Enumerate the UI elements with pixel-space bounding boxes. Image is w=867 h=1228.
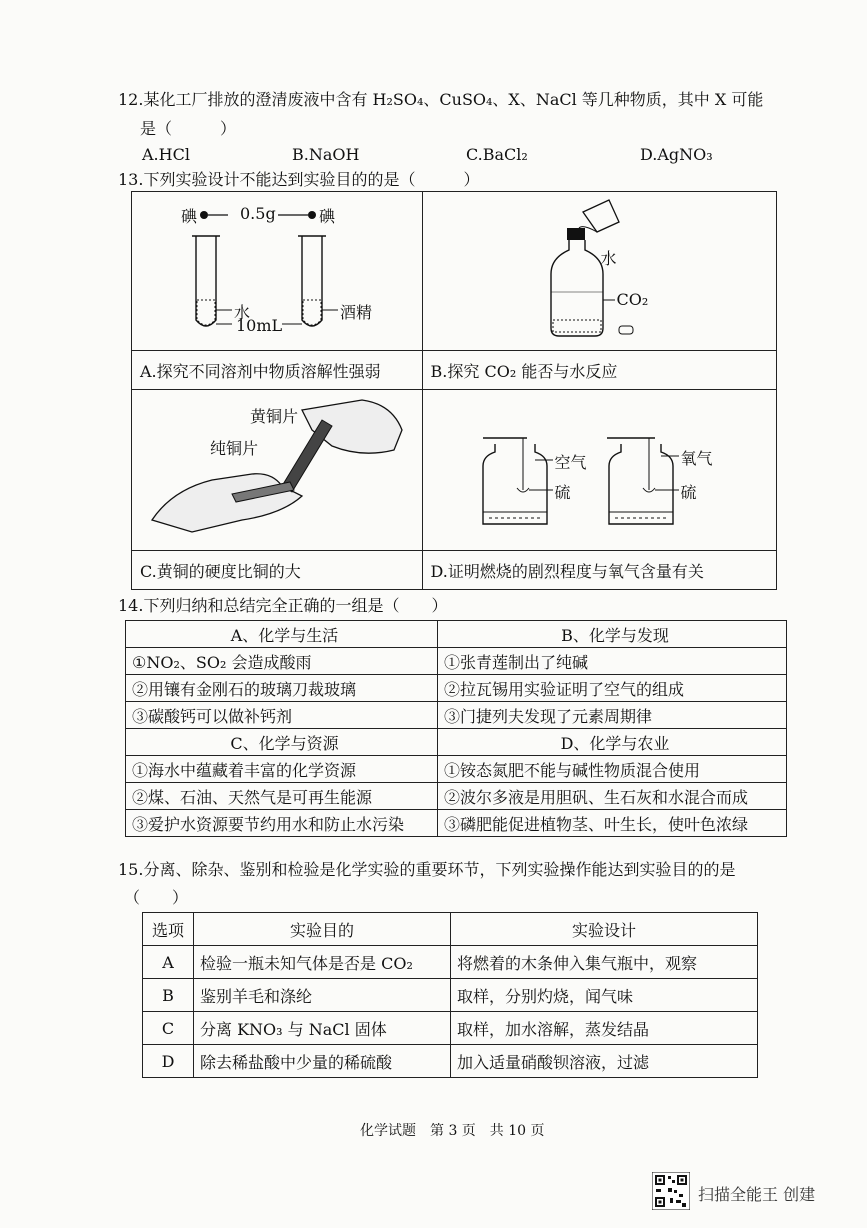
q12-stem-line1: 12.某化工厂排放的澄清废液中含有 H₂SO₄、CuSO₄、X、NaCl 等几种物质，其中 X 可能 — [118, 90, 764, 109]
scanner-watermark: 扫描全能王 创建 — [698, 1185, 816, 1204]
q15-row-c-design: 取样，加水溶解，蒸发结晶 — [451, 1012, 758, 1045]
figure-b — [422, 192, 776, 351]
q13-stem: 13.下列实验设计不能达到实验目的的是（ ） — [118, 170, 480, 189]
group-a-item-1: ①NO₂、SO₂ 会造成酸雨 — [126, 648, 438, 675]
fig-b-co2: CO₂ — [616, 290, 649, 309]
group-b-item-1: ①张青莲制出了纯碱 — [438, 648, 787, 675]
q13-figure-table — [131, 191, 777, 590]
fig-c-copper: 纯铜片 — [210, 439, 259, 458]
fig-a-iodine-left: 碘 — [181, 207, 198, 226]
q15-row-a-design: 将燃着的木条伸入集气瓶中，观察 — [451, 946, 758, 979]
group-c-item-1: ①海水中蕴藏着丰富的化学资源 — [126, 756, 438, 783]
fig-d-sulfur-2: 硫 — [680, 483, 697, 502]
q14-table — [125, 620, 787, 837]
group-b-item-3: ③门捷列夫发现了元素周期律 — [438, 702, 787, 729]
fig-a-iodine-right: 碘 — [319, 207, 336, 226]
q12-option-b: B.NaOH — [292, 145, 360, 164]
q12-stem-line2: 是（ ） — [140, 119, 237, 138]
fig-d-air: 空气 — [554, 453, 587, 472]
group-a-title: A、化学与生活 — [126, 621, 438, 648]
q14-stem: 14.下列归纳和总结完全正确的一组是（ ） — [118, 596, 448, 615]
group-c-item-3: ③爱护水资源要节约用水和防止水污染 — [126, 810, 438, 837]
caption-c: C.黄铜的硬度比铜的大 — [132, 551, 423, 590]
caption-b: B.探究 CO₂ 能否与水反应 — [422, 351, 776, 390]
fig-c-brass: 黄铜片 — [250, 407, 299, 426]
fig-b-water: 水 — [600, 249, 617, 268]
group-a-item-3: ③碳酸钙可以做补钙剂 — [126, 702, 438, 729]
q15-row-a-purpose: 检验一瓶未知气体是否是 CO₂ — [194, 946, 451, 979]
fig-a-water: 水 — [234, 303, 251, 322]
caption-d: D.证明燃烧的剧烈程度与氧气含量有关 — [422, 551, 776, 590]
q15-row-a-option: A — [143, 946, 194, 979]
caption-a: A.探究不同溶剂中物质溶解性强弱 — [132, 351, 423, 390]
q15-row-c-purpose: 分离 KNO₃ 与 NaCl 固体 — [194, 1012, 451, 1045]
group-b-title: B、化学与发现 — [438, 621, 787, 648]
q12-option-c: C.BaCl₂ — [466, 145, 528, 164]
q15-header-design: 实验设计 — [451, 913, 758, 946]
q15-row-d-option: D — [143, 1045, 194, 1078]
group-d-title: D、化学与农业 — [438, 729, 787, 756]
q15-row-b-design: 取样，分别灼烧，闻气味 — [451, 979, 758, 1012]
q15-table — [142, 912, 758, 1078]
fig-a-volume: 10mL — [236, 316, 283, 335]
q12-option-a: A.HCl — [142, 145, 190, 164]
fig-d-sulfur-1: 硫 — [554, 483, 571, 502]
q15-row-d-purpose: 除去稀盐酸中少量的稀硫酸 — [194, 1045, 451, 1078]
figure-a — [132, 192, 423, 351]
group-d-item-1: ①铵态氮肥不能与碱性物质混合使用 — [438, 756, 787, 783]
group-d-item-3: ③磷肥能促进植物茎、叶生长，使叶色浓绿 — [438, 810, 787, 837]
qr-code-icon — [652, 1172, 690, 1210]
q15-header-option: 选项 — [143, 913, 194, 946]
page-footer: 化学试题 第 3 页 共 10 页 — [360, 1123, 545, 1139]
fig-d-oxygen: 氧气 — [680, 449, 713, 468]
figure-c — [132, 390, 423, 551]
fig-a-alcohol: 酒精 — [340, 303, 373, 322]
figure-d — [422, 390, 776, 551]
group-a-item-2: ②用镶有金刚石的玻璃刀裁玻璃 — [126, 675, 438, 702]
q12-option-d: D.AgNO₃ — [640, 145, 713, 164]
q15-row-d-design: 加入适量硝酸钡溶液，过滤 — [451, 1045, 758, 1078]
q15-row-b-purpose: 鉴别羊毛和涤纶 — [194, 979, 451, 1012]
fig-a-mass: 0.5g — [240, 204, 276, 223]
figure-d-drawing — [423, 390, 777, 550]
q15-row-c-option: C — [143, 1012, 194, 1045]
q15-row-b-option: B — [143, 979, 194, 1012]
group-c-title: C、化学与资源 — [126, 729, 438, 756]
q15-stem-line2: （ ） — [124, 888, 189, 907]
figure-b-drawing — [423, 192, 777, 350]
q15-header-purpose: 实验目的 — [194, 913, 451, 946]
group-c-item-2: ②煤、石油、天然气是可再生能源 — [126, 783, 438, 810]
q15-stem-line1: 15.分离、除杂、鉴别和检验是化学实验的重要环节，下列实验操作能达到实验目的的是 — [118, 860, 736, 879]
group-d-item-2: ②波尔多液是用胆矾、生石灰和水混合而成 — [438, 783, 787, 810]
group-b-item-2: ②拉瓦锡用实验证明了空气的组成 — [438, 675, 787, 702]
